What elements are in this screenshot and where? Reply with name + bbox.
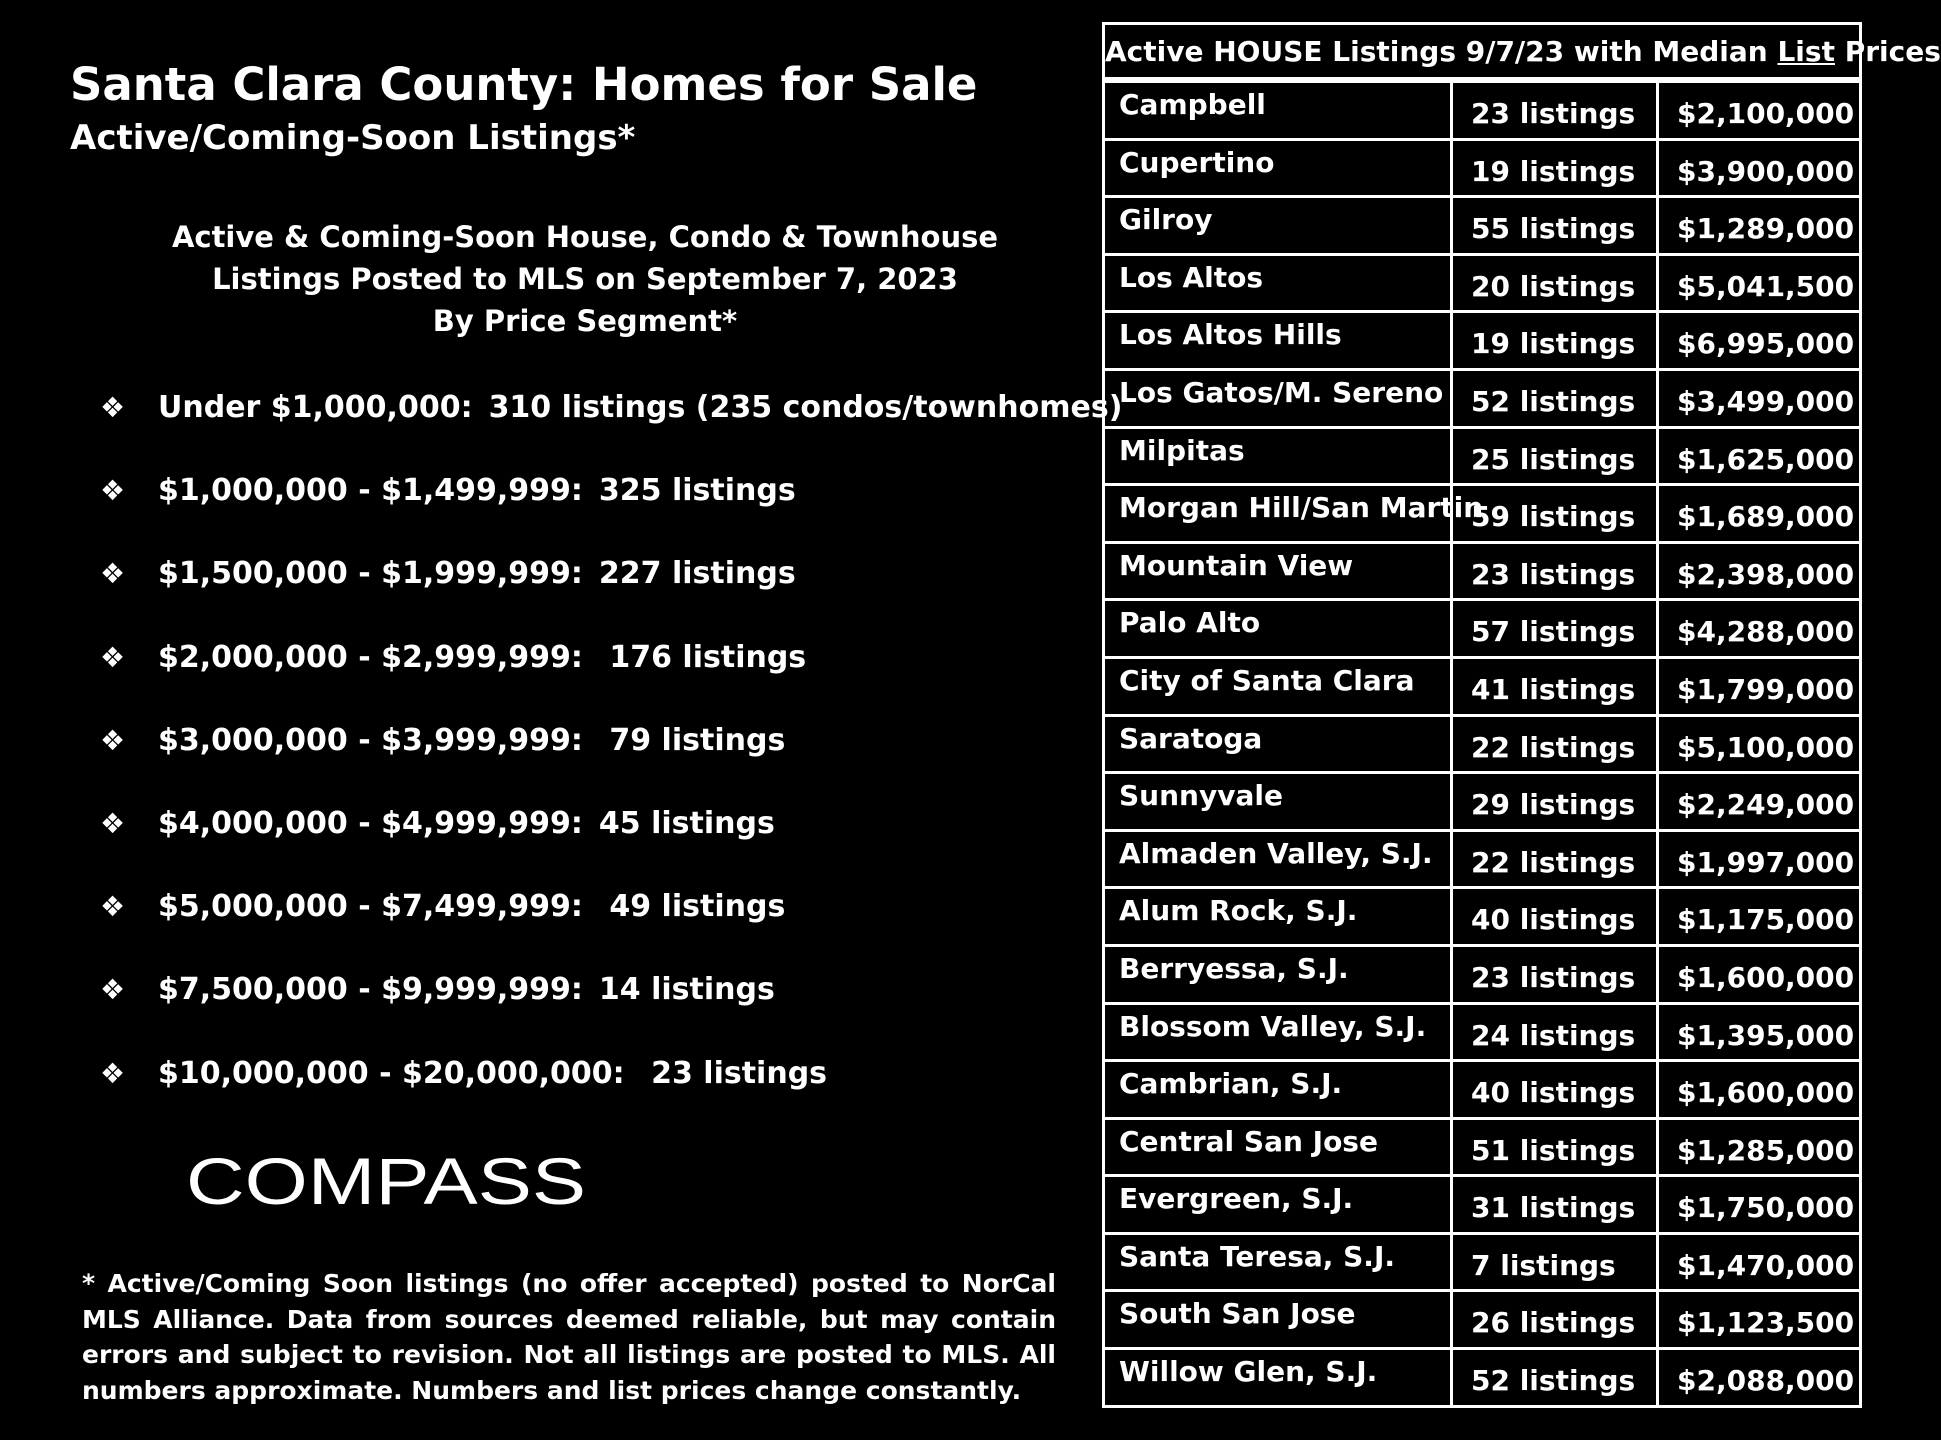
segment-item xyxy=(100,633,1122,716)
table-row xyxy=(1105,1235,1859,1293)
area-cell: Campbell xyxy=(1105,83,1453,138)
segment-heading-line: Active & Coming-Soon House, Condo & Townhouse xyxy=(171,220,999,254)
area-cell: Berryessa, S.J. xyxy=(1105,947,1453,1002)
segment-item xyxy=(100,383,1122,466)
area-cell: Almaden Valley, S.J. xyxy=(1105,832,1453,887)
diamond-bullet-icon: ❖ xyxy=(100,723,126,757)
diamond-bullet-icon: ❖ xyxy=(100,557,126,591)
listings-cell: 23 listings xyxy=(1453,83,1659,138)
median-price-cell: $1,600,000 xyxy=(1677,1076,1855,1110)
listings-cell: 59 listings xyxy=(1453,486,1659,541)
segment-heading-line: By Price Segment* xyxy=(432,304,738,338)
diamond-bullet-icon: ❖ xyxy=(100,973,126,1007)
table-row xyxy=(1105,889,1859,947)
median-price-cell: $5,041,500 xyxy=(1677,269,1855,303)
listings-cell: 20 listings xyxy=(1453,256,1659,311)
median-price-cell: $2,100,000 xyxy=(1677,97,1855,130)
segment-heading-line: Listings Posted to MLS on September 7, 2023 xyxy=(212,262,958,296)
segment-count: 45 listings xyxy=(598,805,775,841)
segment-range: $1,500,000 - $1,999,999: xyxy=(158,556,583,592)
table-row xyxy=(1105,1062,1859,1120)
area-cell: Milpitas xyxy=(1105,429,1453,484)
segment-range: $5,000,000 - $7,499,999: xyxy=(158,889,583,925)
segment-count: 23 listings xyxy=(640,1055,828,1091)
table-title xyxy=(1105,25,1941,83)
segment-range: Under $1,000,000: xyxy=(158,390,473,425)
area-cell: Central San Jose xyxy=(1105,1120,1453,1175)
segment-item xyxy=(100,549,1122,632)
median-price-cell: $6,995,000 xyxy=(1677,327,1855,361)
median-price-cell: $2,249,000 xyxy=(1677,788,1855,822)
table-row xyxy=(1105,774,1859,832)
page-subtitle: Active/Coming-Soon Listings* xyxy=(70,118,636,158)
table-title-end: Prices xyxy=(1834,35,1941,68)
segment-count: 325 listings xyxy=(598,473,796,509)
listings-cell: 40 listings xyxy=(1453,889,1659,944)
area-cell: Los Altos xyxy=(1105,256,1453,311)
diamond-bullet-icon: ❖ xyxy=(100,640,126,674)
table-body xyxy=(1105,83,1859,1408)
median-price-cell: $1,395,000 xyxy=(1677,1018,1855,1052)
listings-cell: 25 listings xyxy=(1453,429,1659,484)
listings-cell: 23 listings xyxy=(1453,947,1659,1002)
median-price-cell: $1,689,000 xyxy=(1677,500,1855,534)
listings-cell: 40 listings xyxy=(1453,1062,1659,1117)
segment-count: 310 listings (235 condos/townhomes) xyxy=(488,390,1123,425)
listings-cell: 57 listings xyxy=(1453,601,1659,656)
footnote: * Active/Coming Soon listings (no offer accepted) posted to NorCal MLS Alliance. Data from sources deemed reliable, but may contain errors and subject to revision. Not all listings are posted to MLS. All numbers approximate. Numbers and list prices change constantly. xyxy=(82,1269,1056,1405)
segment-range: $3,000,000 - $3,999,999: xyxy=(158,722,583,758)
median-price-cell: $1,470,000 xyxy=(1677,1248,1855,1282)
listings-cell: 19 listings xyxy=(1453,141,1659,196)
segment-item xyxy=(100,799,1122,882)
table-row xyxy=(1105,832,1859,890)
table-row xyxy=(1105,544,1859,602)
area-cell: Los Gatos/M. Sereno xyxy=(1105,371,1453,426)
area-cell: Alum Rock, S.J. xyxy=(1105,889,1453,944)
segment-range: $4,000,000 - $4,999,999: xyxy=(158,805,583,841)
median-price-cell: $1,285,000 xyxy=(1677,1133,1855,1167)
segment-count: 49 listings xyxy=(598,889,786,925)
listings-cell: 22 listings xyxy=(1453,832,1659,887)
area-cell: City of Santa Clara xyxy=(1105,659,1453,714)
listings-cell: 22 listings xyxy=(1453,717,1659,772)
area-cell: Blossom Valley, S.J. xyxy=(1105,1005,1453,1060)
area-cell: Saratoga xyxy=(1105,717,1453,772)
segment-count: 79 listings xyxy=(598,722,786,758)
listings-cell: 52 listings xyxy=(1453,1350,1659,1408)
segment-count: 227 listings xyxy=(598,556,796,592)
area-cell: Evergreen, S.J. xyxy=(1105,1177,1453,1232)
median-price-cell: $2,398,000 xyxy=(1677,557,1855,591)
area-cell: Los Altos Hills xyxy=(1105,313,1453,368)
segment-item xyxy=(100,1049,1122,1132)
price-segment-list xyxy=(100,383,1122,1132)
compass-logo-text: COMPASS xyxy=(186,1144,586,1218)
diamond-bullet-icon: ❖ xyxy=(100,890,126,924)
table-row xyxy=(1105,601,1859,659)
table-row xyxy=(1105,1005,1859,1063)
table-row xyxy=(1105,429,1859,487)
table-row xyxy=(1105,1350,1859,1408)
table-row xyxy=(1105,486,1859,544)
median-price-cell: $1,799,000 xyxy=(1677,672,1855,706)
median-price-cell: $4,288,000 xyxy=(1677,615,1855,649)
table-row xyxy=(1105,659,1859,717)
segment-range: $1,000,000 - $1,499,999: xyxy=(158,473,583,509)
area-cell: Cambrian, S.J. xyxy=(1105,1062,1453,1117)
table-row xyxy=(1105,256,1859,314)
median-price-cell: $2,088,000 xyxy=(1677,1364,1855,1398)
listings-cell: 29 listings xyxy=(1453,774,1659,829)
median-price-cell: $1,600,000 xyxy=(1677,960,1855,994)
area-cell: Santa Teresa, S.J. xyxy=(1105,1235,1453,1290)
segment-count: 176 listings xyxy=(598,639,807,675)
segment-item xyxy=(100,965,1122,1048)
table-row xyxy=(1105,717,1859,775)
listings-cell: 52 listings xyxy=(1453,371,1659,426)
diamond-bullet-icon: ❖ xyxy=(100,806,126,840)
median-price-cell: $1,289,000 xyxy=(1677,212,1855,246)
area-cell: Mountain View xyxy=(1105,544,1453,599)
median-price-cell: $1,750,000 xyxy=(1677,1191,1855,1225)
median-price-cell: $3,900,000 xyxy=(1677,154,1855,188)
area-cell: Gilroy xyxy=(1105,198,1453,253)
segment-item xyxy=(100,466,1122,549)
listings-cell: 19 listings xyxy=(1453,313,1659,368)
listings-cell: 23 listings xyxy=(1453,544,1659,599)
segment-range: $7,500,000 - $9,999,999: xyxy=(158,972,583,1008)
median-price-cell: $1,175,000 xyxy=(1677,903,1855,937)
segment-range: $10,000,000 - $20,000,000: xyxy=(158,1055,625,1091)
median-price-cell: $1,123,500 xyxy=(1677,1306,1855,1340)
segment-count: 14 listings xyxy=(598,972,775,1008)
median-price-cell: $1,997,000 xyxy=(1677,845,1855,879)
page-title: Santa Clara County: Homes for Sale xyxy=(70,58,978,111)
median-price-cell: $3,499,000 xyxy=(1677,384,1855,418)
area-cell: Morgan Hill/San Martin xyxy=(1105,486,1453,541)
segment-range: $2,000,000 - $2,999,999: xyxy=(158,639,583,675)
area-cell: Willow Glen, S.J. xyxy=(1105,1350,1453,1408)
table-title-underlined: List xyxy=(1777,35,1835,68)
area-cell: Sunnyvale xyxy=(1105,774,1453,829)
diamond-bullet-icon: ❖ xyxy=(100,391,126,424)
area-cell: Palo Alto xyxy=(1105,601,1453,656)
table-row xyxy=(1105,947,1859,1005)
listings-cell: 31 listings xyxy=(1453,1177,1659,1232)
median-price-cell: $5,100,000 xyxy=(1677,730,1855,764)
listings-cell: 55 listings xyxy=(1453,198,1659,253)
listings-cell: 51 listings xyxy=(1453,1120,1659,1175)
diamond-bullet-icon: ❖ xyxy=(100,474,126,508)
compass-logo xyxy=(186,1142,586,1218)
segment-item xyxy=(100,716,1122,799)
table-row xyxy=(1105,83,1859,141)
median-price-cell: $1,625,000 xyxy=(1677,442,1855,476)
table-row xyxy=(1105,313,1859,371)
segment-heading xyxy=(150,216,1020,342)
diamond-bullet-icon: ❖ xyxy=(100,1056,126,1090)
table-title-start: Active HOUSE Listings 9/7/23 with Median xyxy=(1105,35,1778,68)
area-cell: Cupertino xyxy=(1105,141,1453,196)
table-row xyxy=(1105,371,1859,429)
area-cell: South San Jose xyxy=(1105,1292,1453,1347)
listings-cell: 41 listings xyxy=(1453,659,1659,714)
listings-cell: 7 listings xyxy=(1453,1235,1659,1290)
table-row xyxy=(1105,1120,1859,1178)
house-listings-table xyxy=(1102,22,1941,1408)
listings-cell: 26 listings xyxy=(1453,1292,1659,1347)
table-row xyxy=(1105,141,1859,199)
listings-cell: 24 listings xyxy=(1453,1005,1659,1060)
segment-item xyxy=(100,882,1122,965)
table-row xyxy=(1105,1292,1859,1350)
table-row xyxy=(1105,198,1859,256)
table-row xyxy=(1105,1177,1859,1235)
